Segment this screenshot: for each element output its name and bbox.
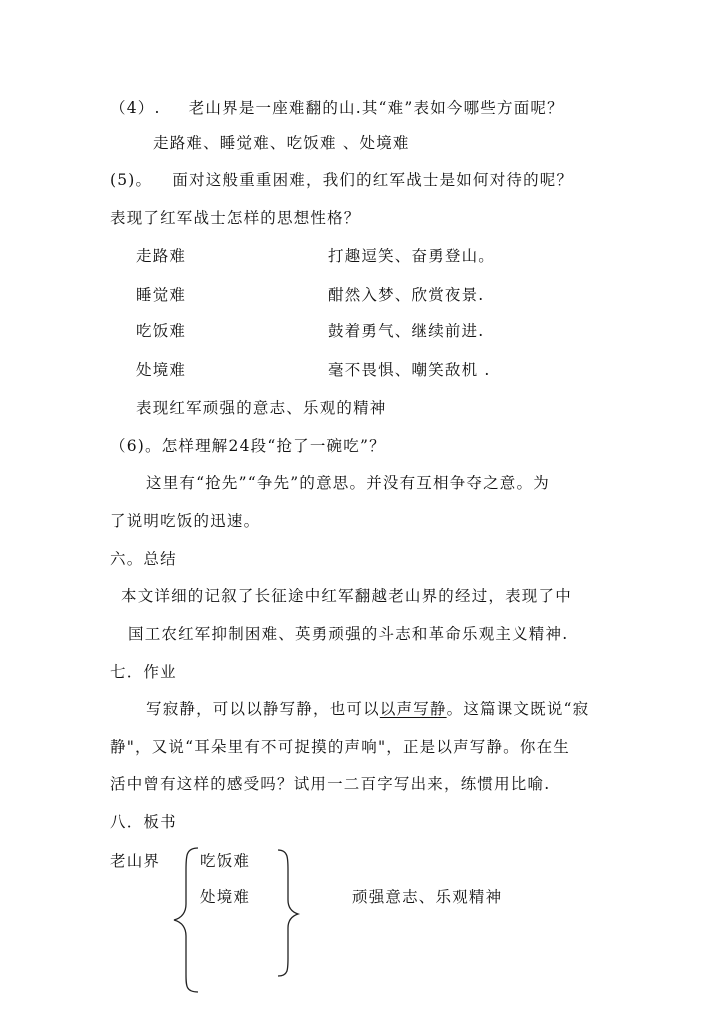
q4-number: （4）. bbox=[110, 99, 161, 117]
q4-answer: 走路难、睡觉难、吃饭难 、处境难 bbox=[153, 134, 410, 152]
q5-row-right-3: 鼓着勇气、继续前进. bbox=[328, 322, 485, 340]
board-item-2: 处境难 bbox=[200, 888, 251, 906]
board-item-1: 吃饭难 bbox=[200, 852, 251, 870]
left-brace-icon bbox=[168, 846, 204, 996]
q4-question: 老山界是一座难翻的山.其“难”表如今哪些方面呢？ bbox=[188, 99, 564, 117]
section-board-title: 八．板书 bbox=[110, 813, 177, 831]
board-result: 顽强意志、乐观精神 bbox=[352, 888, 503, 906]
section-summary-line-1: 本文详细的记叙了长征途中红军翻越老山界的经过，表现了中 bbox=[121, 587, 572, 605]
underlined-phrase: 以声写静 bbox=[379, 700, 447, 718]
q5-row-left-1: 走路难 bbox=[136, 247, 187, 265]
section-homework-line-1: 写寂静，可以以静写静，也可以以声写静。这篇课文既说“寂 bbox=[146, 700, 590, 718]
q5-row-left-2: 睡觉难 bbox=[136, 286, 187, 304]
right-brace-icon bbox=[274, 848, 304, 978]
q6-answer-2: 了说明吃饭的迅速。 bbox=[110, 512, 261, 530]
section-homework-line-3: 活中曾有这样的感受吗？试用一二百字写出来，练惯用比喻. bbox=[110, 775, 551, 793]
q5-question: 面对这般重重困难，我们的红军战士是如何对待的呢？ bbox=[172, 171, 574, 189]
section-homework-line-2: 静"，又说“耳朵里有不可捉摸的声响"，正是以声写静。你在生 bbox=[110, 738, 570, 756]
section-homework-title: 七．作业 bbox=[110, 663, 177, 681]
board-root: 老山界 bbox=[110, 852, 161, 870]
q5-row-right-1: 打趣逗笑、奋勇登山。 bbox=[328, 247, 496, 265]
q5-summary: 表现红军顽强的意志、乐观的精神 bbox=[136, 399, 387, 417]
section-summary-line-2: 国工农红军抑制困难、英勇顽强的斗志和革命乐观主义精神. bbox=[128, 625, 569, 643]
q5-row-left-3: 吃饭难 bbox=[136, 322, 187, 340]
q6-question: （6)。怎样理解24段“抢了一碗吃”？ bbox=[110, 437, 386, 455]
q5-line bbox=[110, 170, 573, 190]
q5-question-cont: 表现了红军战士怎样的思想性格？ bbox=[110, 209, 361, 227]
q5-row-right-4: 毫不畏惧、嘲笑敌机 . bbox=[328, 361, 491, 379]
q5-number: (5)。 bbox=[110, 171, 153, 189]
q5-row-right-2: 酣然入梦、欣赏夜景. bbox=[328, 286, 485, 304]
q4-line bbox=[110, 98, 564, 118]
q6-answer-1: 这里有“抢先”“争先”的意思。并没有互相争夺之意。为 bbox=[146, 474, 550, 492]
section-summary-title: 六。总结 bbox=[110, 550, 177, 568]
q5-row-left-4: 处境难 bbox=[136, 361, 187, 379]
